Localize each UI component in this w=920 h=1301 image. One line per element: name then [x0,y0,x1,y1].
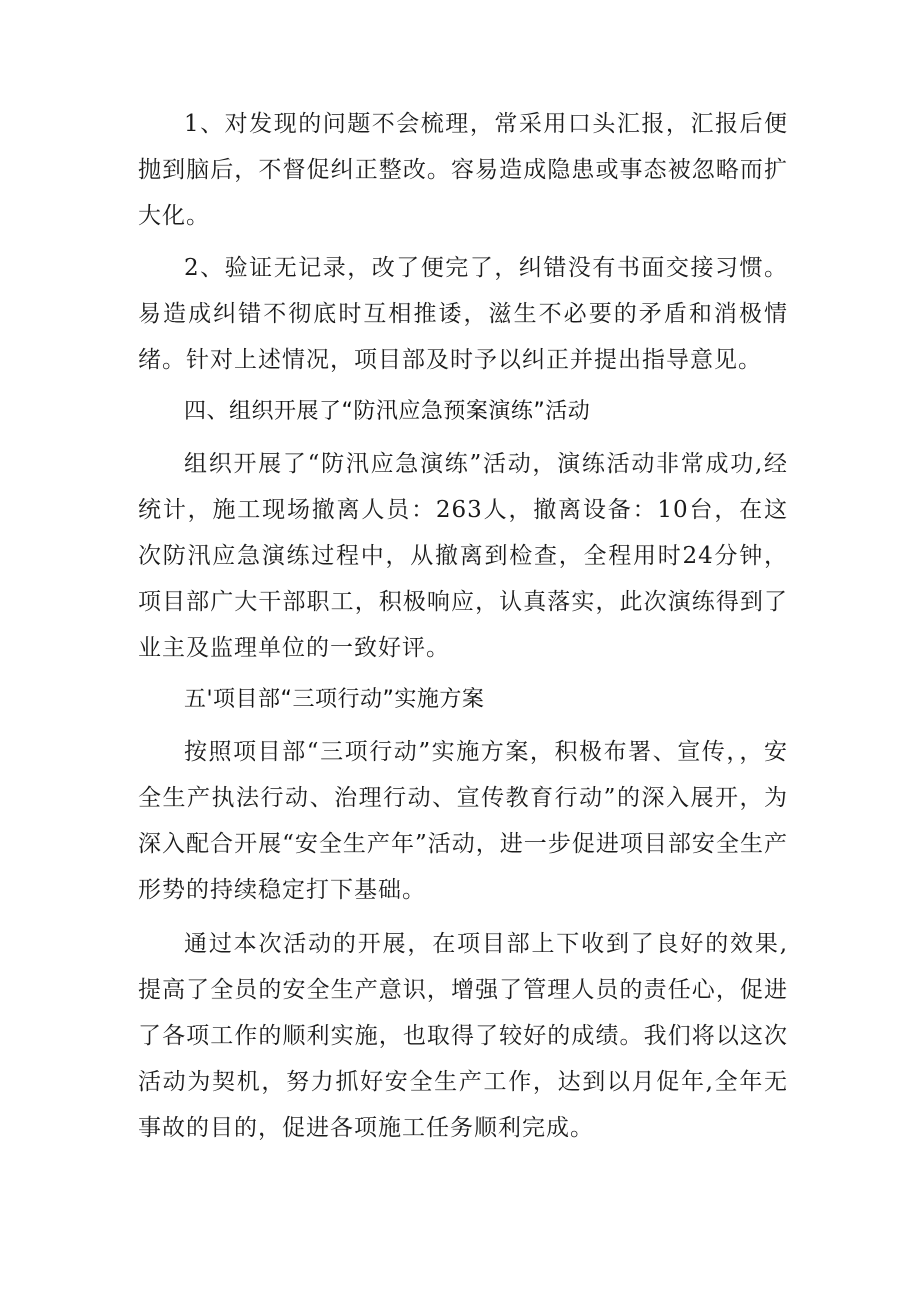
document-body [138,101,788,1151]
section-heading-4: 四、组织开展了“防汛应急预案演练”活动 [184,399,591,424]
paragraph-problem-2: 2、验证无记录，改了便完了，纠错没有书面交接习惯。易造成纠错不彻底时互相推诿，滋生不必要的矛盾和消极情绪。针对上述情况，项目部及时予以纠正并提出指导意见。 [138,255,788,373]
paragraph-three-actions: 按照项目部“三项行动”实施方案，积极布署、宣传，，安全生产执法行动、治理行动、宣传教育行动”的深入展开，为深入配合开展“安全生产年”活动，进一步促进项目部安全生产形势的持续稳定打下基础。 [138,739,788,903]
paragraph-problem-1: 1、对发现的问题不会梳理，常采用口头汇报，汇报后便抛到脑后，不督促纠正整改。容易造成隐患或事态被忽略而扩大化。 [138,111,788,229]
spacer [138,913,788,921]
paragraph-flood-drill: 组织开展了“防汛应急演练”活动，演练活动非常成功,经统计，施工现场撤离人员：263人，撤离设备：10台，在这次防汛应急演练过程中，从撤离到检查，全程用时24分钟，项目部广大干部职工，积极响应，认真落实，此次演练得到了业主及监理单位的一致好评。 [138,451,788,661]
section-heading-5: 五'项目部“三项行动”实施方案 [184,687,485,712]
paragraph-conclusion: 通过本次活动的开展，在项目部上下收到了良好的效果,提高了全员的安全生产意识，增强了管理人员的责任心，促进了各项工作的顺利实施，也取得了较好的成绩。我们将以这次活动为契机，努力抓好安全生产工作，达到以月促年,全年无事故的目的，促进各项施工任务顺利完成。 [138,931,788,1141]
